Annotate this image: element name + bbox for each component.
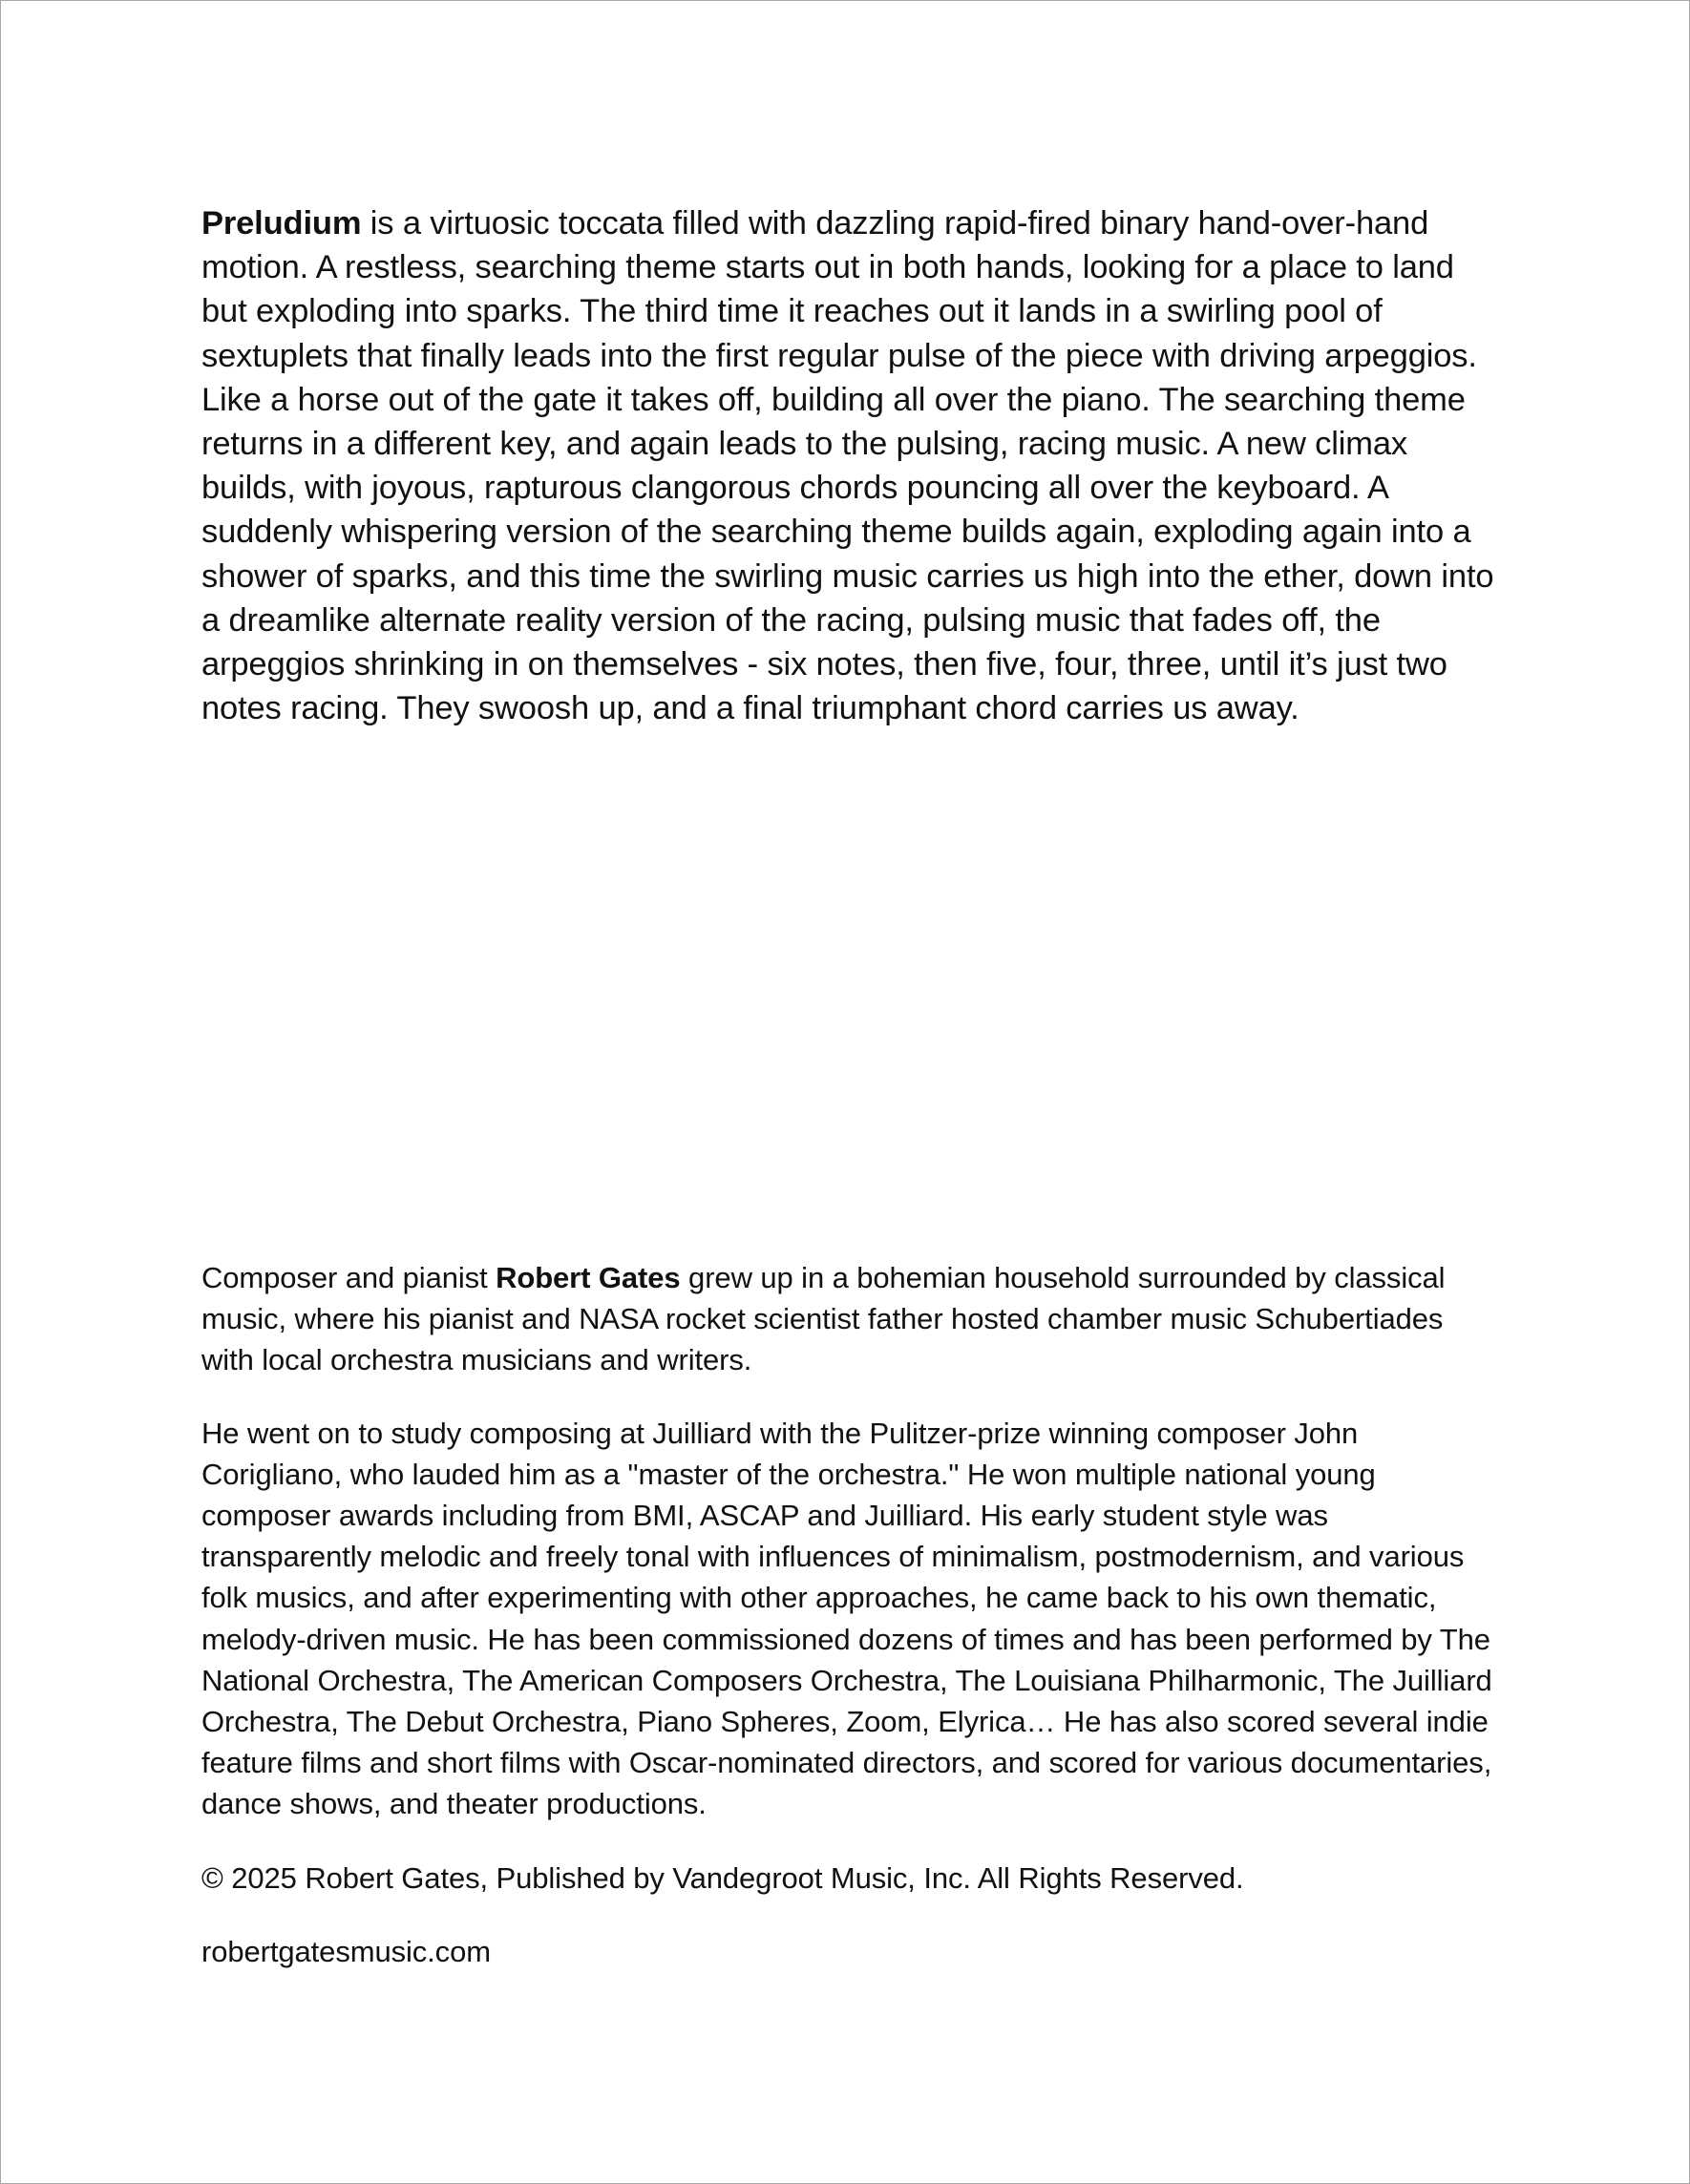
bio-intro-prefix: Composer and pianist (201, 1261, 496, 1294)
bio-intro-paragraph (201, 1257, 1500, 1381)
composer-name: Robert Gates (496, 1261, 681, 1294)
piece-title: Preludium (201, 205, 362, 242)
copyright-notice: © 2025 Robert Gates, Published by Vandegroot Music, Inc. All Rights Reserved. (201, 1860, 1244, 1895)
preludium-text: is a virtuosic toccata filled with dazzling rapid-fired binary hand-over-hand motion. A restless, searching theme starts out in both hands, looking for a place to land but exploding into sparks. The third time it reaches out it lands in a swirling pool of sextuplets that finally leads into the first regular pulse of the piece with driving arpeggios. Like a horse out of the gate it takes off, building all over the piano. The searching theme returns in a different key, and again leads to the pulsing, racing music. A new climax builds, with joyous, rapturous clangorous chords pouncing all over the keyboard. A suddenly whispering version of the searching theme builds again, exploding again into a shower of sparks, and this time the swirling music carries us high into the ether, down into a dreamlike alternate reality version of the racing, pulsing music that fades off, the arpeggios shrinking in on themselves - six notes, then five, four, three, until it’s just two notes racing. They swoosh up, and a final triumphant chord carries us away. (201, 205, 1494, 727)
bio-career-paragraph: He went on to study composing at Juilliard with the Pulitzer-prize winning composer John Corigliano, who lauded him as a "master of the orchestra." He won multiple national young composer awards including from BMI, ASCAP and Juilliard. His early student style was transparently melodic and freely tonal with influences of minimalism, postmodernism, and various folk musics, and after experimenting with other approaches, he came back to his own thematic, melody-driven music. He has been commissioned dozens of times and has been performed by The National Orchestra, The American Composers Orchestra, The Louisiana Philharmonic, The Juilliard Orchestra, The Debut Orchestra, Piano Spheres, Zoom, Elyrica… He has also scored several indie feature films and short films with Oscar-nominated directors, and scored for various documentaries, dance shows, and theater productions. (201, 1416, 1492, 1821)
website-link[interactable]: robertgatesmusic.com (201, 1934, 491, 1968)
preludium-description (201, 201, 1500, 730)
composer-bio (201, 1257, 1500, 1972)
bio-intro-rest: grew up in a bohemian household surrounded by classical music, where his pianist and NASA rocket scientist father hosted chamber music Schubertiades with local orchestra musicians and writers. (201, 1261, 1446, 1377)
preludium-paragraph (201, 201, 1500, 730)
